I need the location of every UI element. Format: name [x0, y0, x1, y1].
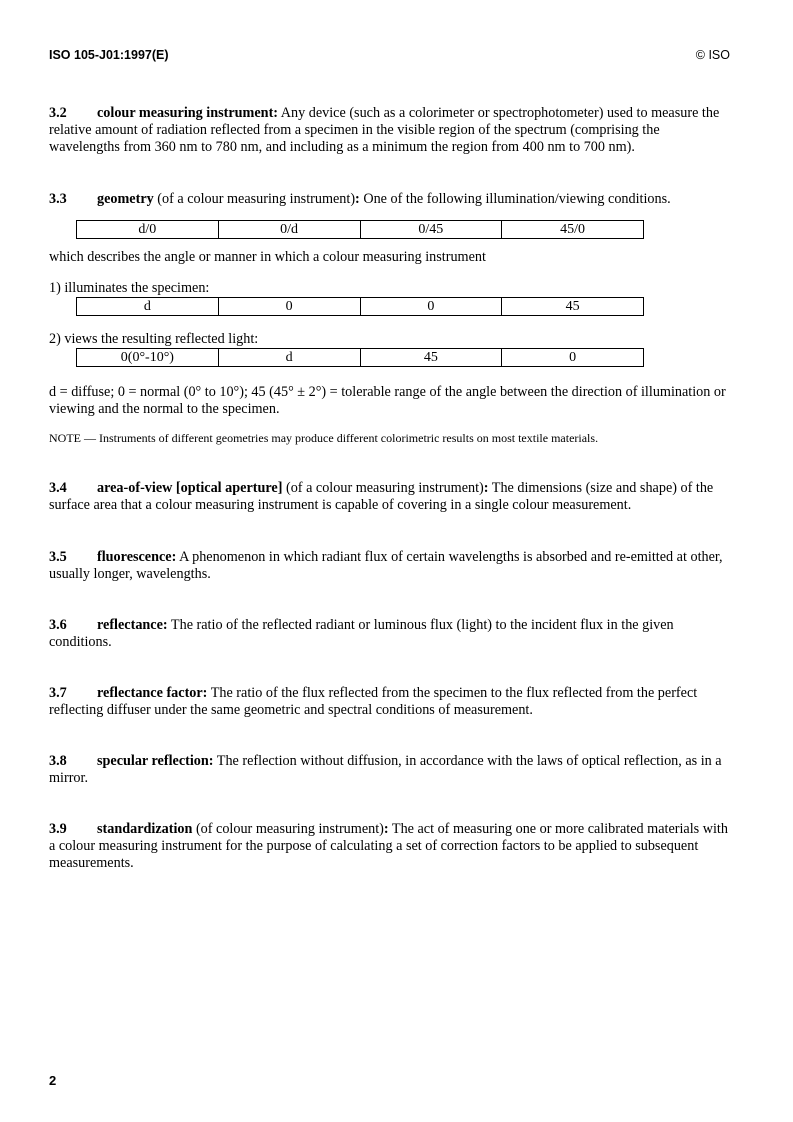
clause-number: 3.2	[49, 105, 67, 121]
page-number: 2	[49, 1073, 57, 1088]
table-cell: 0/45	[360, 221, 502, 239]
illuminates-label: 1) illuminates the specimen:	[49, 280, 210, 296]
table-cell: 0(0°-10°)	[77, 349, 219, 367]
clause-number: 3.4	[49, 480, 67, 496]
table-row	[77, 349, 644, 367]
header-copyright: © ISO	[695, 48, 730, 62]
clause-text: The act of measuring one or more calibrated materials with a colour measuring instrument for the purpose of calculating a set of correction factors to be applied to subsequent measurements.	[49, 821, 728, 871]
clause-colon: :	[483, 480, 489, 496]
clause-number: 3.5	[49, 549, 67, 565]
clause-3-4	[49, 480, 734, 514]
header-standard: ISO 105-J01:1997(E)	[49, 48, 169, 62]
table-cell: 45	[360, 349, 502, 367]
clause-text: The reflection without diffusion, in accordance with the laws of optical reflection, as in a mirror.	[49, 753, 722, 786]
clause-3-6	[49, 617, 734, 651]
geometry-table	[76, 220, 644, 239]
clause-3-8	[49, 753, 734, 787]
table-cell: 45/0	[502, 221, 644, 239]
geometry-legend: d = diffuse; 0 = normal (0° to 10°); 45 (45° ± 2°) = tolerable range of the angle between the direction of illumination or viewing and the normal to the specimen.	[49, 384, 726, 417]
table-row	[77, 221, 644, 239]
clause-number: 3.6	[49, 617, 67, 633]
illumination-table	[76, 297, 644, 316]
table-cell: 45	[502, 298, 644, 316]
clause-text: A phenomenon in which radiant flux of certain wavelengths is absorbed and re-emitted at other, usually longer, wavelengths.	[49, 549, 723, 582]
geometry-description: which describes the angle or manner in which a colour measuring instrument	[49, 249, 486, 265]
clause-3-9	[49, 821, 734, 872]
clause-text: The ratio of the reflected radiant or luminous flux (light) to the incident flux in the given conditions.	[49, 617, 674, 650]
clause-3-7	[49, 685, 734, 719]
clause-text: The dimensions (size and shape) of the surface area that a colour measuring instrument is capable of covering in a single colour measurement.	[49, 480, 714, 513]
clause-term: area-of-view [optical aperture]	[97, 480, 283, 496]
clause-term: reflectance:	[97, 617, 168, 633]
clause-3-2	[49, 105, 734, 156]
clause-term: colour measuring instrument:	[97, 105, 279, 121]
table-cell: d	[218, 349, 360, 367]
clause-text: The ratio of the flux reflected from the specimen to the flux reflected from the perfect reflecting diffuser under the same geometric and spectral conditions of measurement.	[49, 685, 698, 718]
clause-term: fluorescence:	[97, 549, 177, 565]
table-cell: 0	[502, 349, 644, 367]
clause-text: One of the following illumination/viewing conditions.	[359, 191, 671, 207]
table-cell: d	[77, 298, 219, 316]
table-cell: 0	[218, 298, 360, 316]
clause-number: 3.9	[49, 821, 67, 837]
clause-qualifier: (of a colour measuring instrument)	[282, 480, 484, 496]
table-cell: d/0	[77, 221, 219, 239]
clause-colon: :	[355, 191, 360, 207]
viewing-table	[76, 348, 644, 367]
clause-qualifier: (of a colour measuring instrument)	[153, 191, 356, 207]
table-cell: 0	[360, 298, 502, 316]
clause-term: geometry	[97, 191, 154, 207]
clause-3-5	[49, 549, 734, 583]
table-row	[77, 298, 644, 316]
clause-qualifier: (of colour measuring instrument)	[192, 821, 384, 837]
clause-term: specular reflection:	[97, 753, 214, 769]
clause-text: Any device (such as a colorimeter or spectrophotometer) used to measure the relative amount of radiation reflected from a specimen in the visible region of the spectrum (comprising the wavelengths from 360 nm to 780 nm, and including as a minimum the region from 400 nm to 700 nm).	[49, 105, 720, 155]
clause-colon: :	[383, 821, 389, 837]
clause-term: standardization	[97, 821, 193, 837]
clause-3-3	[49, 191, 734, 208]
document-body	[49, 105, 734, 872]
note: NOTE — Instruments of different geometries may produce different colorimetric results on most textile materials.	[49, 431, 599, 445]
views-label: 2) views the resulting reflected light:	[49, 331, 259, 347]
clause-number: 3.3	[49, 191, 67, 207]
clause-number: 3.7	[49, 685, 67, 701]
clause-number: 3.8	[49, 753, 67, 769]
table-cell: 0/d	[218, 221, 360, 239]
clause-term: reflectance factor:	[97, 685, 208, 701]
